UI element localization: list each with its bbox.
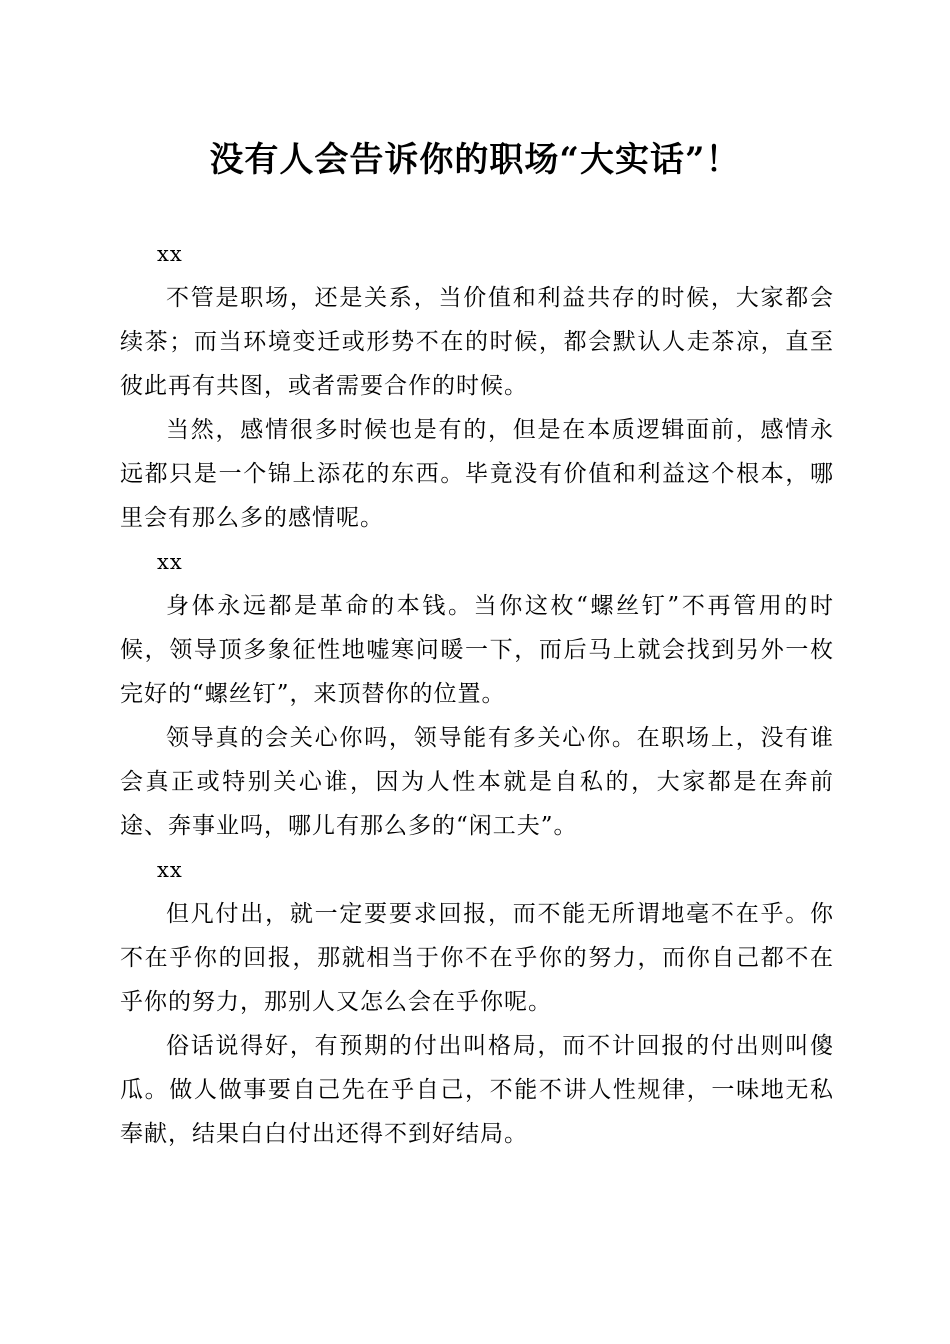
section-marker: xx <box>157 858 183 882</box>
document-title: 没有人会告诉你的职场“大实话”！ <box>209 140 741 180</box>
section <box>120 848 834 1156</box>
paragraph: 领导真的会关心你吗，领导能有多关心你。在职场上，没有谁会真正或特别关心谁，因为人性本就是自私的，大家都是在奔前途、奔事业吗，哪儿有那么多的“闲工夫”。 <box>120 725 834 839</box>
paragraph: 当然，感情很多时候也是有的，但是在本质逻辑面前，感情永远都只是一个锦上添花的东西。毕竟没有价值和利益这个根本，哪里会有那么多的感情呢。 <box>120 417 834 531</box>
paragraph: 不管是职场，还是关系，当价值和利益共存的时候，大家都会续茶；而当环境变迁或形势不在的时候，都会默认人走茶凉，直至彼此再有共图，或者需要合作的时候。 <box>120 285 834 399</box>
paragraph: 俗话说得好，有预期的付出叫格局，而不计回报的付出则叫傻瓜。做人做事要自己先在乎自己，不能不讲人性规律，一味地无私奉献，结果白白付出还得不到好结局。 <box>120 1033 834 1147</box>
paragraph: 身体永远都是革命的本钱。当你这枚“螺丝钉”不再管用的时候，领导顶多象征性地嘘寒问暖一下，而后马上就会找到另外一枚完好的“螺丝钉”，来顶替你的位置。 <box>120 593 834 707</box>
section-marker: xx <box>157 242 183 266</box>
section <box>120 232 834 540</box>
section <box>120 540 834 848</box>
section-marker: xx <box>157 550 183 574</box>
document-body <box>120 232 834 1156</box>
paragraph: 但凡付出，就一定要要求回报，而不能无所谓地毫不在乎。你不在乎你的回报，那就相当于你不在乎你的努力，而你自己都不在乎你的努力，那别人又怎么会在乎你呢。 <box>120 901 834 1015</box>
